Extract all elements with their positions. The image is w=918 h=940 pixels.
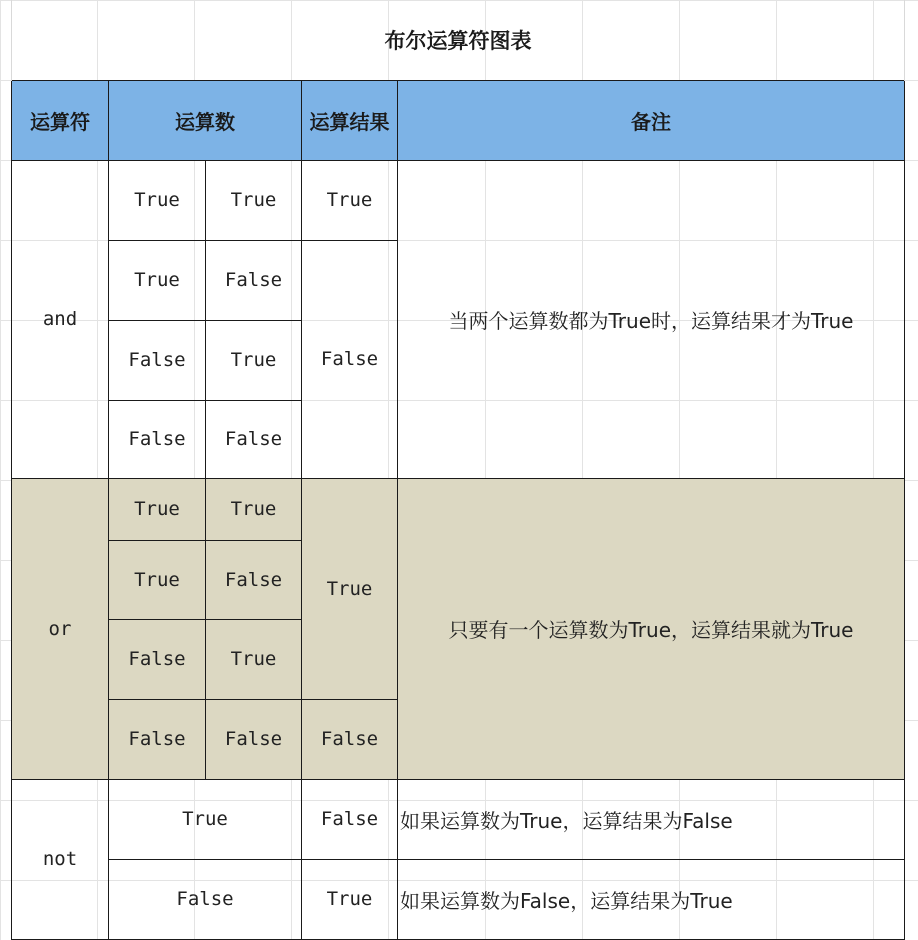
operator-or[interactable]: or (12, 478, 109, 779)
result-cell[interactable]: False (302, 699, 398, 779)
result-cell[interactable]: True (302, 160, 398, 240)
operand-a[interactable]: True (109, 540, 206, 619)
table-row (12, 160, 905, 240)
note-or[interactable]: 只要有一个运算数为True，运算结果就为True (398, 478, 905, 779)
header-row (12, 80, 905, 160)
operand-cell[interactable]: True (109, 779, 302, 859)
note-not-true[interactable]: 如果运算数为True，运算结果为False (398, 779, 905, 859)
header-notes[interactable]: 备注 (398, 80, 905, 160)
result-cell[interactable]: False (302, 779, 398, 859)
operator-not[interactable]: not (12, 779, 109, 939)
operand-a[interactable]: False (109, 400, 206, 478)
operator-and[interactable]: and (12, 160, 109, 478)
note-not-false[interactable]: 如果运算数为False，运算结果为True (398, 859, 905, 939)
result-cell[interactable]: True (302, 859, 398, 939)
operand-b[interactable]: True (206, 619, 302, 699)
operand-b[interactable]: False (206, 400, 302, 478)
title-row (12, 0, 905, 80)
operand-a[interactable]: True (109, 240, 206, 320)
table-title[interactable]: 布尔运算符图表 (12, 0, 905, 80)
table-row (12, 478, 905, 540)
table-row (12, 859, 905, 939)
operand-a[interactable]: True (109, 160, 206, 240)
result-cell[interactable]: False (302, 240, 398, 478)
note-and[interactable]: 当两个运算数都为True时，运算结果才为True (398, 160, 905, 478)
operand-b[interactable]: False (206, 540, 302, 619)
header-operator[interactable]: 运算符 (12, 80, 109, 160)
result-cell[interactable]: True (302, 478, 398, 699)
operand-a[interactable]: True (109, 478, 206, 540)
operand-a[interactable]: False (109, 320, 206, 400)
operand-a[interactable]: False (109, 619, 206, 699)
operand-b[interactable]: False (206, 699, 302, 779)
header-operands[interactable]: 运算数 (109, 80, 302, 160)
operand-b[interactable]: True (206, 478, 302, 540)
operand-cell[interactable]: False (109, 859, 302, 939)
operand-b[interactable]: True (206, 160, 302, 240)
operand-b[interactable]: True (206, 320, 302, 400)
operand-b[interactable]: False (206, 240, 302, 320)
operand-a[interactable]: False (109, 699, 206, 779)
table-row (12, 779, 905, 859)
boolean-operator-table (11, 0, 905, 940)
header-result[interactable]: 运算结果 (302, 80, 398, 160)
